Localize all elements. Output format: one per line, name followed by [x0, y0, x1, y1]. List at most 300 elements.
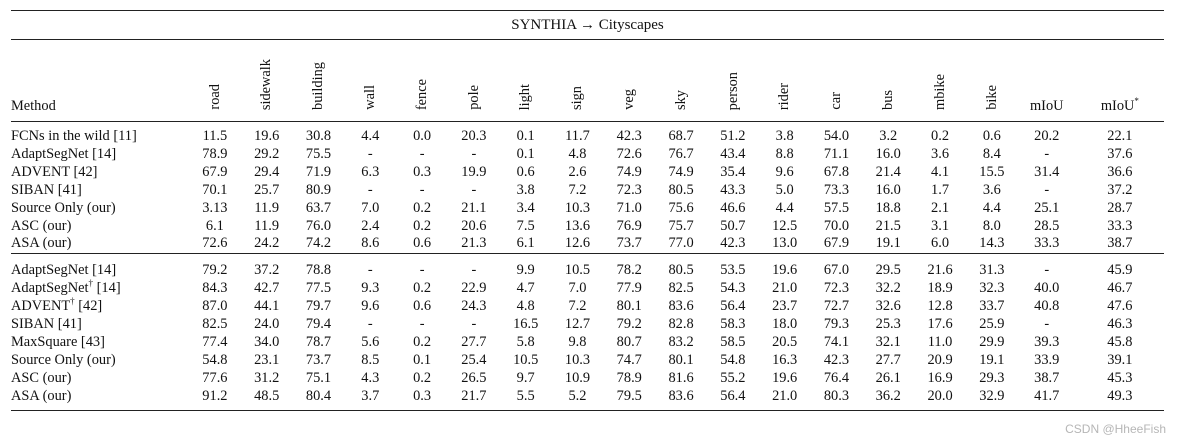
table-row	[11, 218, 1164, 236]
column-header-label: pole	[465, 85, 482, 110]
value-cell: 28.5	[1034, 217, 1060, 234]
value-cell: 54.8	[720, 351, 746, 368]
results-table	[11, 10, 1164, 411]
method-name: FCNs in the wild [11]	[11, 128, 137, 144]
value-cell: 43.4	[720, 145, 746, 162]
value-cell: 10.3	[564, 199, 591, 216]
column-header-sidewalk	[241, 40, 293, 122]
value-cell: 2.1	[931, 199, 950, 216]
value-cell: 10.5	[564, 262, 591, 279]
value-cell: 80.1	[616, 298, 642, 315]
value-cell: 5.8	[516, 333, 535, 350]
value-cell: 21.6	[927, 262, 953, 279]
table-row	[11, 298, 1164, 316]
value-cell: 45.8	[1107, 333, 1133, 350]
value-cell: 21.0	[772, 280, 798, 297]
column-header-row	[11, 40, 1164, 122]
value-cell: 48.5	[241, 388, 293, 410]
value-cell: 2.4	[361, 217, 380, 234]
value-cell: 25.4	[461, 351, 487, 368]
value-cell: 20.5	[772, 333, 798, 350]
value-cell: 0.2	[413, 280, 432, 297]
value-cell: 14.3	[979, 235, 1005, 252]
value-cell: 70.1	[202, 181, 228, 198]
value-cell: 11.5	[202, 128, 228, 144]
value-cell: 3.8	[516, 181, 535, 198]
value-cell: 67.9	[202, 163, 228, 180]
column-header-road	[189, 40, 241, 122]
value-cell: 16.0	[875, 181, 901, 198]
value-cell: 3.13	[202, 199, 228, 216]
value-cell: 25.3	[875, 316, 901, 333]
value-cell: 45.3	[1107, 369, 1133, 386]
value-cell: -	[471, 316, 477, 333]
value-cell: 21.3	[461, 235, 487, 252]
value-cell: 10.9	[564, 369, 591, 386]
value-cell: 76.9	[616, 217, 642, 234]
value-cell: 34.0	[254, 333, 280, 350]
column-header-label: wall	[362, 85, 379, 110]
column-header-label: road	[206, 84, 223, 110]
table-row	[11, 235, 1164, 253]
table-row	[11, 316, 1164, 334]
value-cell: 0.3	[413, 163, 432, 180]
value-cell: 79.2	[616, 316, 642, 333]
value-cell: 0.2	[413, 217, 432, 234]
method-cell	[11, 146, 189, 164]
miou-star-base: mIoU	[1100, 98, 1135, 114]
value-cell: 21.5	[875, 217, 901, 234]
value-cell: 82.8	[668, 316, 694, 333]
value-cell: 56.4	[720, 298, 746, 315]
table-row	[11, 352, 1164, 370]
value-cell: 74.9	[668, 163, 694, 180]
value-cell: 12.8	[927, 298, 953, 315]
method-column-header: Method	[11, 40, 189, 122]
column-header-mbike	[914, 40, 966, 122]
value-cell: 83.6	[655, 388, 707, 410]
value-cell: 22.1	[1107, 128, 1133, 144]
value-cell: 9.6	[361, 298, 380, 315]
value-cell: 80.9	[305, 181, 332, 198]
miou-star-sup: *	[1134, 96, 1139, 107]
value-cell: 77.5	[305, 280, 332, 297]
value-cell: -	[1044, 316, 1050, 333]
method-name: SIBAN [41]	[11, 316, 82, 333]
value-cell: -	[419, 181, 425, 198]
value-cell: 0.1	[516, 145, 535, 162]
value-cell: 20.9	[927, 351, 953, 368]
value-cell: -	[367, 181, 373, 198]
method-cell	[11, 122, 189, 146]
value-cell: 6.3	[361, 163, 380, 180]
value-cell: 32.1	[875, 333, 901, 350]
table-row	[11, 146, 1164, 164]
value-cell: 7.0	[361, 199, 380, 216]
method-name: SIBAN [41]	[11, 181, 82, 198]
method-name: AdaptSegNet	[11, 280, 89, 297]
value-cell: 78.9	[616, 369, 642, 386]
value-cell: 74.9	[616, 163, 642, 180]
value-cell: 76.0	[305, 217, 332, 234]
value-cell: 18.8	[875, 199, 901, 216]
value-cell: 91.2	[189, 388, 241, 410]
value-cell: 9.6	[775, 163, 794, 180]
value-cell: 3.4	[516, 199, 535, 216]
value-cell: 31.3	[979, 262, 1005, 279]
method-name: ASC (our)	[11, 369, 72, 386]
value-cell: 40.8	[1034, 298, 1060, 315]
value-cell: 54.3	[720, 280, 746, 297]
value-cell: 4.1	[931, 163, 950, 180]
column-header-label: fence	[413, 78, 430, 110]
method-name: ASA (our)	[11, 235, 72, 252]
column-header-veg	[603, 40, 655, 122]
watermark: CSDN @HheeFish	[1065, 422, 1166, 436]
value-cell: 5.6	[361, 333, 380, 350]
value-cell: 2.6	[568, 163, 587, 180]
table-row	[11, 182, 1164, 200]
value-cell: -	[1044, 262, 1050, 279]
value-cell: 32.6	[875, 298, 901, 315]
method-name: Source Only (our)	[11, 199, 116, 216]
value-cell: 4.7	[516, 280, 535, 297]
value-cell: 16.5	[513, 316, 539, 333]
value-cell: 9.3	[361, 280, 380, 297]
method-cell	[11, 262, 189, 280]
value-cell: 29.4	[254, 163, 280, 180]
value-cell: 32.9	[966, 388, 1018, 410]
value-cell: 16.3	[772, 351, 798, 368]
column-header-sign	[552, 40, 604, 122]
value-cell: -	[367, 316, 373, 333]
value-cell: -	[471, 145, 477, 162]
value-cell: 12.6	[564, 235, 591, 252]
value-cell: 7.2	[568, 181, 587, 198]
value-cell: 0.1	[516, 128, 535, 144]
value-cell: 87.0	[202, 298, 228, 315]
value-cell: 79.4	[305, 316, 332, 333]
value-cell: 21.7	[448, 388, 500, 410]
value-cell: 37.2	[1107, 181, 1133, 198]
column-header-miou: mIoU	[1018, 40, 1076, 122]
value-cell: 20.3	[461, 128, 487, 144]
value-cell: 72.6	[616, 145, 642, 162]
value-cell: 72.3	[823, 280, 850, 297]
column-header-label: light	[517, 83, 534, 110]
value-cell: 7.2	[568, 298, 587, 315]
value-cell: 46.7	[1107, 280, 1133, 297]
value-cell: 58.3	[720, 316, 746, 333]
value-cell: 7.5	[516, 217, 535, 234]
value-cell: 84.3	[202, 280, 228, 297]
value-cell: 78.7	[305, 333, 332, 350]
value-cell: 42.3	[823, 351, 850, 368]
value-cell: 77.9	[616, 280, 642, 297]
section-divider	[11, 254, 1164, 263]
value-cell: 11.7	[565, 128, 590, 144]
value-cell: 31.2	[254, 369, 280, 386]
value-cell: 36.6	[1107, 163, 1133, 180]
column-header-label: building	[310, 62, 327, 110]
value-cell: 81.6	[668, 369, 694, 386]
value-cell: 74.7	[616, 351, 642, 368]
method-reference: [14]	[93, 280, 121, 297]
value-cell: 78.9	[202, 145, 228, 162]
value-cell: 79.2	[202, 262, 228, 279]
column-header-label: person	[724, 71, 741, 110]
value-cell: -	[419, 145, 425, 162]
value-cell: 0.2	[413, 369, 432, 386]
method-cell	[11, 164, 189, 182]
value-cell: 80.5	[668, 181, 694, 198]
value-cell: 38.7	[1107, 235, 1133, 252]
value-cell: 80.1	[668, 351, 694, 368]
method-cell	[11, 352, 189, 370]
value-cell: 6.1	[516, 235, 535, 252]
value-cell: 20.2	[1034, 128, 1060, 144]
column-header-label: sign	[569, 86, 586, 110]
value-cell: 6.1	[205, 217, 224, 234]
value-cell: 36.2	[862, 388, 914, 410]
value-cell: 46.3	[1107, 316, 1133, 333]
method-name: ADVENT [42]	[11, 163, 98, 180]
method-cell	[11, 388, 189, 410]
value-cell: 72.7	[823, 298, 850, 315]
method-cell	[11, 218, 189, 236]
value-cell: 75.1	[305, 369, 332, 386]
value-cell: 19.6	[772, 262, 798, 279]
value-cell: 3.6	[982, 181, 1001, 198]
value-cell: 42.3	[616, 128, 642, 144]
value-cell: 49.3	[1076, 388, 1164, 410]
value-cell: 9.8	[568, 333, 587, 350]
column-header-label: mbike	[931, 74, 948, 110]
method-cell	[11, 280, 189, 298]
value-cell: 58.5	[720, 333, 746, 350]
value-cell: 4.4	[982, 199, 1001, 216]
value-cell: 29.2	[254, 145, 280, 162]
column-header-fence	[396, 40, 448, 122]
value-cell: 24.2	[254, 235, 280, 252]
value-cell: 72.3	[616, 181, 642, 198]
value-cell: 3.7	[344, 388, 396, 410]
value-cell: 23.1	[254, 351, 280, 368]
value-cell: 20.6	[461, 217, 487, 234]
table-row	[11, 200, 1164, 218]
value-cell: 68.7	[668, 128, 694, 144]
value-cell: 82.5	[668, 280, 694, 297]
method-cell	[11, 370, 189, 388]
value-cell: 9.9	[516, 262, 535, 279]
value-cell: 39.3	[1034, 333, 1060, 350]
value-cell: 10.5	[513, 351, 539, 368]
value-cell: -	[1044, 145, 1050, 162]
value-cell: 75.5	[305, 145, 332, 162]
value-cell: 17.6	[927, 316, 953, 333]
value-cell: 46.6	[720, 199, 746, 216]
value-cell: 8.0	[982, 217, 1001, 234]
value-cell: 35.4	[720, 163, 746, 180]
value-cell: 80.4	[293, 388, 345, 410]
value-cell: 15.5	[979, 163, 1005, 180]
method-name: AdaptSegNet [14]	[11, 145, 117, 162]
value-cell: 27.7	[461, 333, 487, 350]
column-header-sky	[655, 40, 707, 122]
value-cell: 24.0	[254, 316, 280, 333]
value-cell: 0.2	[413, 333, 432, 350]
column-header-miou-star	[1076, 40, 1164, 122]
value-cell: 22.9	[461, 280, 487, 297]
value-cell: 26.1	[875, 369, 901, 386]
value-cell: 71.9	[305, 163, 332, 180]
value-cell: 31.4	[1034, 163, 1060, 180]
value-cell: 32.2	[875, 280, 901, 297]
value-cell: 8.4	[982, 145, 1001, 162]
table-row	[11, 280, 1164, 298]
value-cell: 56.4	[707, 388, 759, 410]
method-reference: [42]	[74, 298, 103, 315]
value-cell: -	[1044, 181, 1050, 198]
value-cell: 25.7	[254, 181, 280, 198]
value-cell: 20.0	[914, 388, 966, 410]
value-cell: 29.3	[979, 369, 1005, 386]
value-cell: 45.9	[1107, 262, 1133, 279]
value-cell: 8.5	[361, 351, 380, 368]
value-cell: 5.5	[500, 388, 552, 410]
column-header-rider	[759, 40, 811, 122]
value-cell: 12.7	[564, 316, 591, 333]
value-cell: 42.7	[254, 280, 280, 297]
table-body	[11, 122, 1164, 411]
value-cell: 83.6	[668, 298, 694, 315]
value-cell: 16.0	[875, 145, 901, 162]
value-cell: 50.7	[720, 217, 746, 234]
value-cell: 5.0	[775, 181, 794, 198]
value-cell: 18.9	[927, 280, 953, 297]
value-cell: 11.9	[254, 199, 280, 216]
value-cell: 3.6	[931, 145, 950, 162]
value-cell: 67.0	[823, 262, 850, 279]
value-cell: 44.1	[254, 298, 280, 315]
value-cell: 1.7	[931, 181, 950, 198]
value-cell: 67.8	[823, 163, 850, 180]
value-cell: 74.1	[823, 333, 850, 350]
value-cell: 74.2	[305, 235, 332, 252]
column-header-label: bike	[983, 85, 1000, 110]
value-cell: 53.5	[720, 262, 746, 279]
value-cell: 18.0	[772, 316, 798, 333]
column-header-label: rider	[776, 82, 793, 110]
value-cell: -	[471, 181, 477, 198]
method-name: ADVENT	[11, 298, 71, 315]
value-cell: 0.6	[413, 298, 432, 315]
value-cell: 63.7	[305, 199, 332, 216]
value-cell: 5.2	[552, 388, 604, 410]
column-header-car	[811, 40, 863, 122]
value-cell: 0.6	[413, 235, 432, 252]
value-cell: 70.0	[823, 217, 850, 234]
value-cell: 55.2	[720, 369, 746, 386]
value-cell: 6.0	[931, 235, 950, 252]
value-cell: 4.4	[775, 199, 794, 216]
value-cell: 32.3	[979, 280, 1005, 297]
value-cell: 39.1	[1107, 351, 1133, 368]
method-cell	[11, 200, 189, 218]
value-cell: 0.6	[516, 163, 535, 180]
value-cell: 72.6	[202, 235, 228, 252]
value-cell: 80.5	[668, 262, 694, 279]
value-cell: 29.5	[875, 262, 901, 279]
value-cell: 42.3	[720, 235, 746, 252]
value-cell: 73.7	[305, 351, 332, 368]
column-header-pole	[448, 40, 500, 122]
value-cell: 27.7	[875, 351, 901, 368]
value-cell: 33.3	[1107, 217, 1133, 234]
value-cell: 80.7	[616, 333, 642, 350]
value-cell: 75.6	[668, 199, 694, 216]
value-cell: 0.1	[413, 351, 432, 368]
method-cell	[11, 298, 189, 316]
value-cell: 71.0	[616, 199, 642, 216]
table-row	[11, 388, 1164, 410]
value-cell: 30.8	[305, 128, 332, 144]
value-cell: 11.0	[927, 333, 953, 350]
value-cell: 77.0	[668, 235, 694, 252]
value-cell: 71.1	[823, 145, 850, 162]
method-cell	[11, 182, 189, 200]
value-cell: 43.3	[720, 181, 746, 198]
value-cell: 8.6	[361, 235, 380, 252]
value-cell: 78.2	[616, 262, 642, 279]
value-cell: 24.3	[461, 298, 487, 315]
method-cell	[11, 334, 189, 352]
column-header-bus	[862, 40, 914, 122]
value-cell: 73.7	[616, 235, 642, 252]
value-cell: 41.7	[1018, 388, 1076, 410]
value-cell: 3.1	[931, 217, 950, 234]
value-cell: 19.1	[875, 235, 901, 252]
value-cell: 83.2	[668, 333, 694, 350]
value-cell: 79.7	[305, 298, 332, 315]
value-cell: 73.3	[823, 181, 850, 198]
value-cell: 67.9	[823, 235, 850, 252]
table-row	[11, 262, 1164, 280]
value-cell: 4.8	[568, 145, 587, 162]
value-cell: 28.7	[1107, 199, 1133, 216]
value-cell: 19.6	[254, 128, 280, 144]
column-header-person	[707, 40, 759, 122]
value-cell: 19.1	[979, 351, 1005, 368]
value-cell: 13.0	[772, 235, 798, 252]
value-cell: 8.8	[775, 145, 794, 162]
method-cell	[11, 235, 189, 253]
value-cell: 4.8	[516, 298, 535, 315]
value-cell: 75.7	[668, 217, 694, 234]
value-cell: 0.2	[931, 128, 950, 144]
value-cell: 26.5	[461, 369, 487, 386]
value-cell: -	[367, 145, 373, 162]
value-cell: 11.9	[254, 217, 280, 234]
value-cell: 51.2	[720, 128, 746, 144]
value-cell: 0.2	[413, 199, 432, 216]
method-name: AdaptSegNet [14]	[11, 262, 117, 279]
value-cell: -	[367, 262, 373, 279]
value-cell: 19.9	[461, 163, 487, 180]
value-cell: 21.4	[875, 163, 901, 180]
method-name: ASC (our)	[11, 217, 72, 234]
value-cell: 33.9	[1034, 351, 1060, 368]
